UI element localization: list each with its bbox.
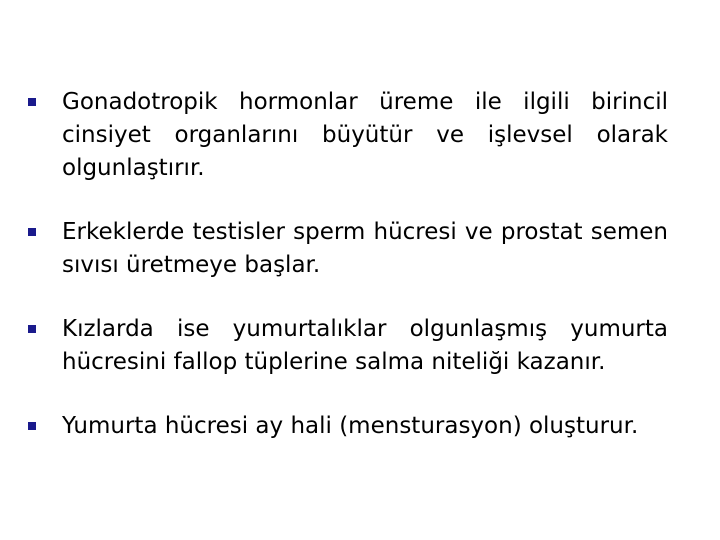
bullet-text: Gonadotropik hormonlar üreme ile ilgili birincil cinsiyet organlarını büyütür ve işlevsel olarak olgunlaştırır. [62, 89, 668, 181]
bullet-text: Yumurta hücresi ay hali (mensturasyon) oluşturur. [62, 413, 639, 439]
bullet-text: Erkeklerde testisler sperm hücresi ve prostat semen sıvısı üretmeye başlar. [62, 219, 668, 278]
bullet-text: Kızlarda ise yumurtalıklar olgunlaşmış yumurta hücresini fallop tüplerine salma niteliği kazanır. [62, 316, 668, 375]
bullet-item-3 [28, 313, 668, 379]
square-bullet-icon [28, 98, 36, 106]
square-bullet-icon [28, 228, 36, 236]
square-bullet-icon [28, 422, 36, 430]
bullet-item-1 [28, 86, 668, 185]
bullet-list [28, 86, 668, 443]
bullet-item-4 [28, 410, 668, 443]
bullet-item-2 [28, 216, 668, 282]
square-bullet-icon [28, 325, 36, 333]
